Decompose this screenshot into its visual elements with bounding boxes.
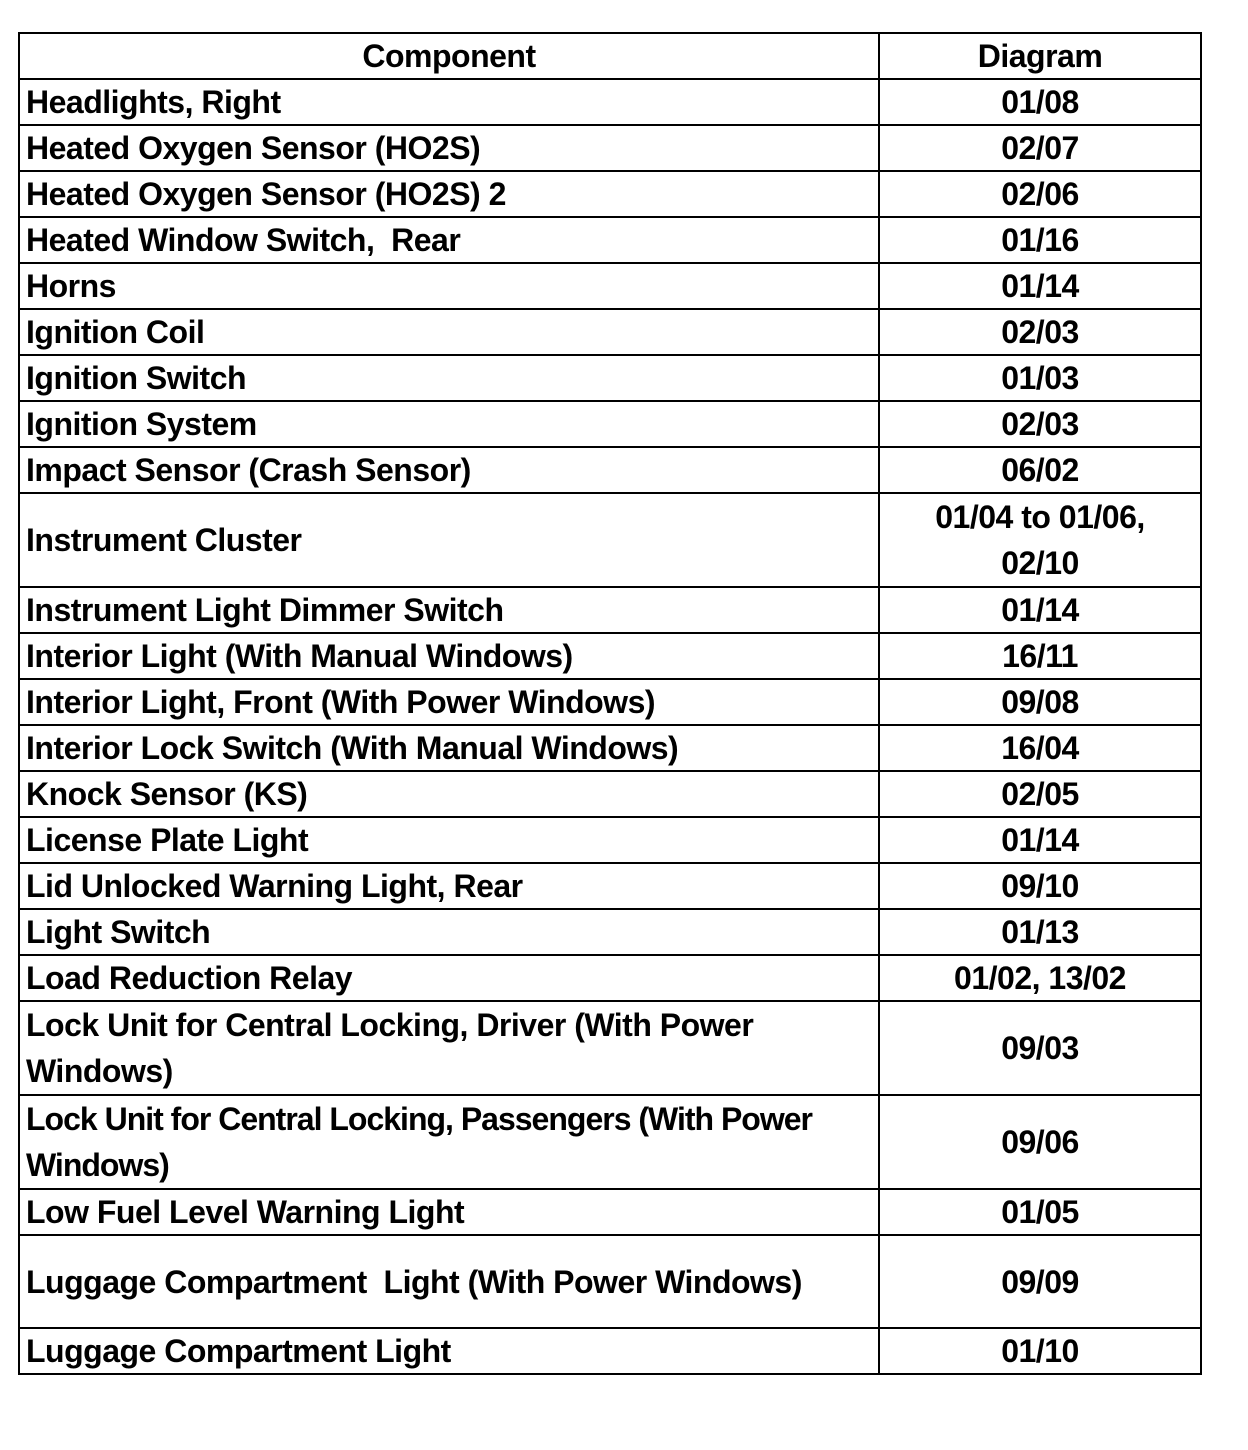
component-cell: Heated Window Switch, Rear	[19, 217, 879, 263]
component-cell: Interior Light (With Manual Windows)	[19, 633, 879, 679]
table-row	[19, 401, 1201, 447]
diagram-cell: 16/11	[879, 633, 1201, 679]
diagram-cell: 02/07	[879, 125, 1201, 171]
component-cell: Ignition Coil	[19, 309, 879, 355]
component-cell: Lock Unit for Central Locking, Driver (With Power Windows)	[19, 1001, 879, 1095]
diagram-cell: 02/03	[879, 309, 1201, 355]
diagram-cell: 09/08	[879, 679, 1201, 725]
component-cell: Luggage Compartment Light	[19, 1328, 879, 1374]
component-cell: Load Reduction Relay	[19, 955, 879, 1001]
table-row	[19, 679, 1201, 725]
table-row	[19, 955, 1201, 1001]
component-diagram-table	[18, 32, 1202, 1375]
diagram-cell: 01/05	[879, 1189, 1201, 1235]
diagram-cell: 01/03	[879, 355, 1201, 401]
component-cell: Horns	[19, 263, 879, 309]
table-row	[19, 309, 1201, 355]
component-cell: Instrument Light Dimmer Switch	[19, 587, 879, 633]
diagram-cell: 02/05	[879, 771, 1201, 817]
diagram-cell: 01/13	[879, 909, 1201, 955]
table-row	[19, 725, 1201, 771]
header-row	[19, 33, 1201, 79]
table-row	[19, 263, 1201, 309]
component-cell: Instrument Cluster	[19, 493, 879, 587]
header-diagram: Diagram	[879, 33, 1201, 79]
table-row	[19, 817, 1201, 863]
diagram-cell: 01/08	[879, 79, 1201, 125]
component-cell: Lid Unlocked Warning Light, Rear	[19, 863, 879, 909]
table-row	[19, 125, 1201, 171]
table-row	[19, 1328, 1201, 1374]
diagram-cell: 02/03	[879, 401, 1201, 447]
diagram-cell: 16/04	[879, 725, 1201, 771]
table-row	[19, 79, 1201, 125]
diagram-cell: 06/02	[879, 447, 1201, 493]
component-cell: Ignition Switch	[19, 355, 879, 401]
diagram-cell: 01/14	[879, 263, 1201, 309]
table-row	[19, 1189, 1201, 1235]
component-cell: Low Fuel Level Warning Light	[19, 1189, 879, 1235]
component-cell: Knock Sensor (KS)	[19, 771, 879, 817]
component-cell: Heated Oxygen Sensor (HO2S) 2	[19, 171, 879, 217]
diagram-cell: 01/10	[879, 1328, 1201, 1374]
component-cell: Heated Oxygen Sensor (HO2S)	[19, 125, 879, 171]
diagram-cell: 09/06	[879, 1095, 1201, 1189]
table-row	[19, 909, 1201, 955]
diagram-cell: 01/04 to 01/06, 02/10	[879, 493, 1201, 587]
table-row	[19, 633, 1201, 679]
diagram-cell: 01/02, 13/02	[879, 955, 1201, 1001]
table-row	[19, 493, 1201, 587]
component-cell: Interior Light, Front (With Power Windows)	[19, 679, 879, 725]
component-cell: Impact Sensor (Crash Sensor)	[19, 447, 879, 493]
component-cell: Lock Unit for Central Locking, Passengers (With Power Windows)	[19, 1095, 879, 1189]
header-component: Component	[19, 33, 879, 79]
diagram-cell: 09/10	[879, 863, 1201, 909]
component-cell: Ignition System	[19, 401, 879, 447]
component-cell: Headlights, Right	[19, 79, 879, 125]
table-row	[19, 863, 1201, 909]
diagram-cell: 01/16	[879, 217, 1201, 263]
component-cell: Light Switch	[19, 909, 879, 955]
table-row	[19, 771, 1201, 817]
diagram-cell: 09/09	[879, 1235, 1201, 1328]
diagram-cell: 02/06	[879, 171, 1201, 217]
diagram-cell: 09/03	[879, 1001, 1201, 1095]
diagram-cell: 01/14	[879, 587, 1201, 633]
table-row	[19, 171, 1201, 217]
table-row	[19, 587, 1201, 633]
component-cell: License Plate Light	[19, 817, 879, 863]
component-cell: Interior Lock Switch (With Manual Windows)	[19, 725, 879, 771]
table-row	[19, 217, 1201, 263]
component-cell: Luggage Compartment Light (With Power Windows)	[19, 1235, 879, 1328]
table-row	[19, 1001, 1201, 1095]
table-row	[19, 1095, 1201, 1189]
table-row	[19, 355, 1201, 401]
diagram-cell: 01/14	[879, 817, 1201, 863]
table-row	[19, 447, 1201, 493]
table-row	[19, 1235, 1201, 1328]
